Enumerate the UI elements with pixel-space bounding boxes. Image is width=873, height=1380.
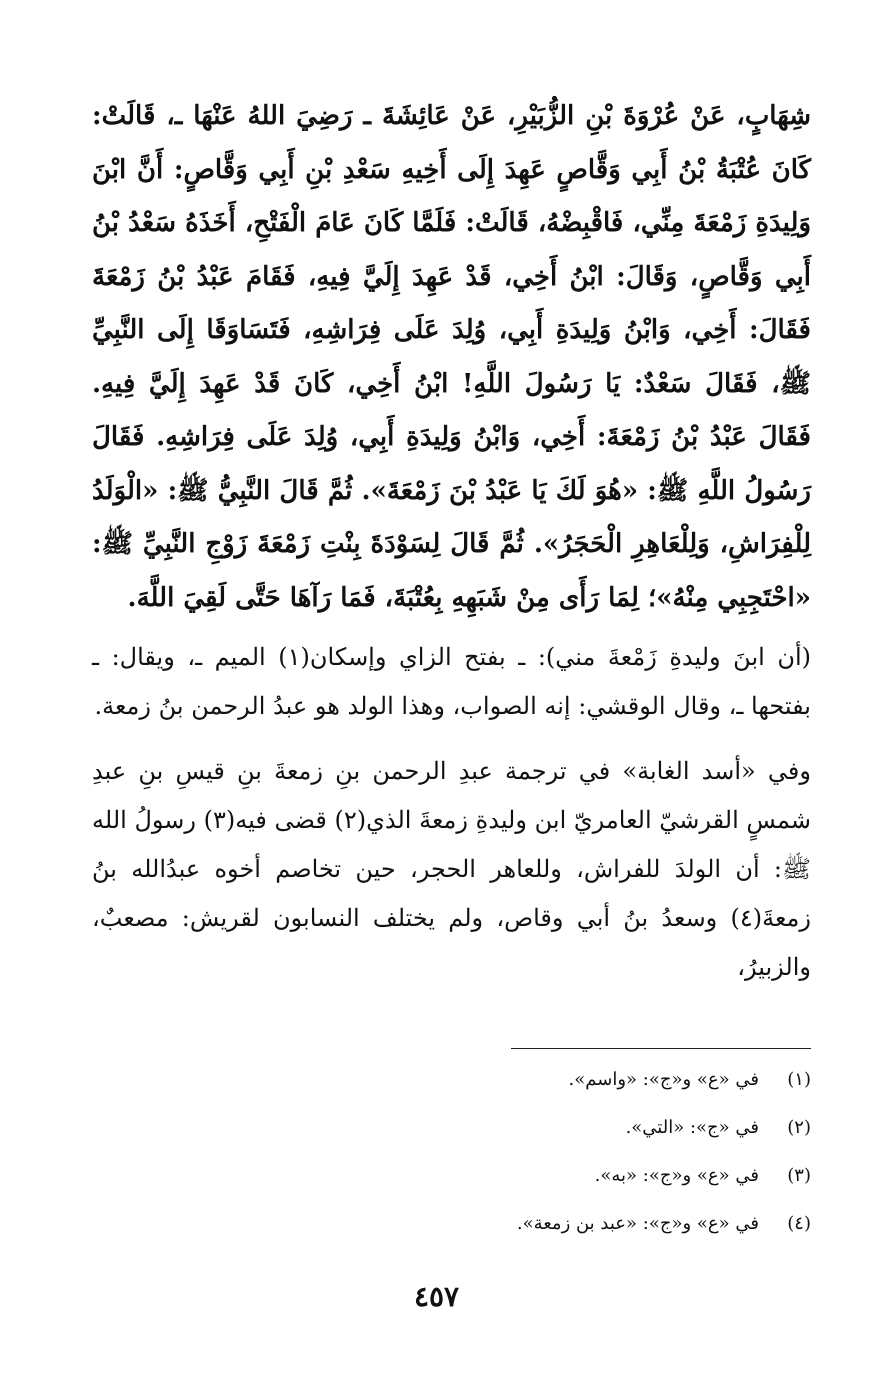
commentary-paragraph-2: وفي «أسد الغابة» في ترجمة عبدِ الرحمن بنِ زمعةَ بنِ قيسِ بنِ عبدِ شمسٍ القرشيّ العامريّ ابن وليدةِ زمعةَ الذي(٢) قضى فيه(٣) رسولُ الله ﷺ: أن الولدَ للفراش، وللعاهر الحجر، حين تخاصم أخوه عبدُالله بنُ زمعةَ(٤) وسعدُ بنُ أبي وقاص، ولم يختلف النسابون لقريش: مصعبٌ، والزبيرُ، bbox=[92, 757, 812, 981]
page-number: ٤٥٧ bbox=[413, 1280, 460, 1313]
footnote bbox=[92, 1212, 811, 1236]
footnote bbox=[92, 1164, 811, 1188]
footnote-text: في «ج»: «التي». bbox=[625, 1117, 759, 1138]
hadith-text bbox=[92, 90, 811, 625]
page-body bbox=[92, 90, 811, 1008]
footnote-number: (٤) bbox=[787, 1213, 811, 1234]
footnote-divider bbox=[511, 1048, 811, 1049]
hadith-paragraph: شِهَابٍ، عَنْ عُرْوَةَ بْنِ الزُّبَيْرِ، عَنْ عَائِشَةَ ـ رَضِيَ اللهُ عَنْهَا ـ، قَالَتْ: كَانَ عُتْبَةُ بْنُ أَبِي وَقَّاصٍ عَهِدَ إِلَى أَخِيهِ سَعْدِ بْنِ أَبِي وَقَّاصٍ: أَنَّ ابْنَ وَلِيدَةِ زَمْعَةَ مِنِّي، فَاقْبِضْهُ، قَالَتْ: فَلَمَّا كَانَ عَامَ الْفَتْحِ، أَخَذَهُ سَعْدُ بْنُ أَبِي وَقَّاصٍ، وَقَالَ: ابْنُ أَخِي، قَدْ عَهِدَ إِلَيَّ فِيهِ، فَقَامَ عَبْدُ بْنُ زَمْعَةَ فَقَالَ: أَخِي، وَابْنُ وَلِيدَةِ أَبِي، وُلِدَ عَلَى فِرَاشِهِ، فَتَسَاوَقَا إِلَى النَّبِيِّ ﷺ، فَقَالَ سَعْدٌ: يَا رَسُولَ اللَّهِ! ابْنُ أَخِي، كَانَ قَدْ عَهِدَ إِلَيَّ فِيهِ. فَقَالَ عَبْدُ بْنُ زَمْعَةَ: أَخِي، وَابْنُ وَلِيدَةِ أَبِي، وُلِدَ عَلَى فِرَاشِهِ. فَقَالَ رَسُولُ اللَّهِ ﷺ: «هُوَ لَكَ يَا عَبْدُ بْنَ زَمْعَةَ». ثُمَّ قَالَ النَّبِيُّ ﷺ: «الْوَلَدُ لِلْفِرَاشِ، وَلِلْعَاهِرِ الْحَجَرُ». ثُمَّ قَالَ لِسَوْدَةَ بِنْتِ زَمْعَةَ زَوْجِ النَّبِيِّ ﷺ: «احْتَجِبِي مِنْهُ»؛ لِمَا رَأَى مِنْ شَبَهِهِ بِعُتْبَةَ، فَمَا رَآهَا حَتَّى لَقِيَ اللَّهَ. bbox=[92, 101, 811, 613]
footnote-number: (١) bbox=[787, 1069, 811, 1090]
footnote-text: في «ع» و«ج»: «عبد بن زمعة». bbox=[516, 1213, 759, 1234]
commentary-paragraph-1: (أن ابنَ وليدةِ زَمْعةَ مني): ـ بفتح الزاي وإسكان(١) الميم ـ، ويقال: ـ بفتحها ـ، وقال الوقشي: إنه الصواب، وهذا الولد هو عبدُ الرحمن بنُ زمعة. bbox=[92, 643, 811, 720]
footnote-text: في «ع» و«ج»: «به». bbox=[594, 1165, 759, 1186]
footnote-number: (٢) bbox=[787, 1117, 811, 1138]
footnote-text: في «ع» و«ج»: «واسم». bbox=[568, 1069, 759, 1090]
commentary bbox=[92, 633, 811, 992]
footnote-number: (٣) bbox=[787, 1165, 811, 1186]
footnotes bbox=[92, 1068, 811, 1260]
footnote bbox=[92, 1116, 811, 1140]
footnote bbox=[92, 1068, 811, 1092]
